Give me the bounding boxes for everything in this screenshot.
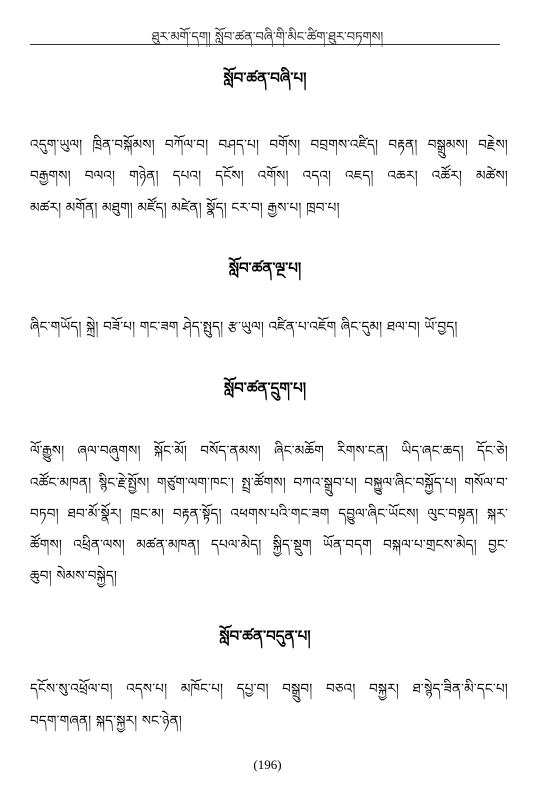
section-6-line-5: ཆུབ། སེམས་བསྐྱེད། — [30, 568, 118, 584]
section-6-line-3: བཏབ། ཐབ་མོ་སྣོར། ཁྲང་མ། བརྟན་སྟོད། འཕགས་པའི་གང་ཟག དབྱུལ་ཞིང་ཡོངས། ལུང་བསྟན། སྐར་ — [30, 506, 508, 522]
section-6-line-1: ལོ་རྒྱུས། ཞལ་བཞུགས། སྐོང་མོ། བསོད་ནམས། ཞིང་མཆོག རིགས་ངན། ཡིད་ཞང་ཆད། དོང་ཅེ། — [30, 443, 508, 459]
header-rule — [30, 44, 500, 45]
section-7-line-1: དངོས་སུ་འཕྲོལ་བ། འདས་པ། མཁོང་པ། དཔྱ་བ། བསྒྲུབ། བཅའ། བསྐྱར། ཐ་སྙེད་ཟིན་མི་དང་པ། — [30, 681, 508, 697]
section-4-line-3: མཚར། མགོན། མཐུག། མཛོད། མཛེན། སྣོད། ངར་བ། རྒྱས་པ། ཁྲབ་པ། — [30, 200, 340, 216]
section-heading-5: སློབ་ཚན་ལྔ་པ། — [228, 259, 302, 277]
section-4-line-1: འདུག་ཡུལ། ཁྲིན་བསྐོམས། བཀོལ་བ། བཤད་པ། བགོས། བབྲགས་འཛིད། བརྟན། བསྒྲུམས། བརྗེས། — [30, 137, 508, 153]
section-4-line-2: བརྒྱགས། བལའ། གཉེན། དཔའ། དངོས། འགོས། འདའ། འཇད། འཆར། འཚོར། མཚེས། — [30, 168, 508, 184]
page-number: (196) — [253, 757, 282, 772]
section-7-line-2: བདག་གཞན། སྐད་སྐྱར། སང་ཉེན། — [30, 713, 182, 729]
section-heading-4: སློབ་ཚན་བཞི་པ། — [223, 69, 307, 87]
section-6-line-4: ཚོགས། འཕྲིན་ལས། མཚན་མཁན། དཔལ་མེད། སྐྱིད་སྡུག ཡོན་བདག བསྐལ་པ་གྲངས་མེད། བྱང་ — [30, 537, 508, 553]
running-header: ཐུར་མགོ་དག། སློབ་ཚན་བཞི་གི་མིང་ཚིག་ཐུར་བཏགས། — [151, 30, 384, 45]
section-heading-7: སློབ་ཚན་བདུན་པ། — [219, 627, 311, 645]
section-6-line-2: འཚོང་མཁན། སྙིང་རྗེ་སྤྱོས། གཙུག་ལག་ཁང་། སྤྲ་ཚོགས། བཀའ་སྒྲུབ་པ། བསྐྱུལ་ཞིང་བསྐྱོད་པ། གསོལ་བ་ — [30, 475, 508, 491]
section-5-line-1: ཞིང་གཡོད། སྐྲེ། བཟོ་པ། གང་ཟག ཤེད་སྤུད། རྩ་ཡུལ། འཛིན་པ་འཇོག ཞིང་དུམ། ཐལ་བ། ཡོ་བྱད། — [30, 319, 458, 335]
section-heading-6: སློབ་ཚན་དྲུག་པ། — [223, 379, 307, 397]
